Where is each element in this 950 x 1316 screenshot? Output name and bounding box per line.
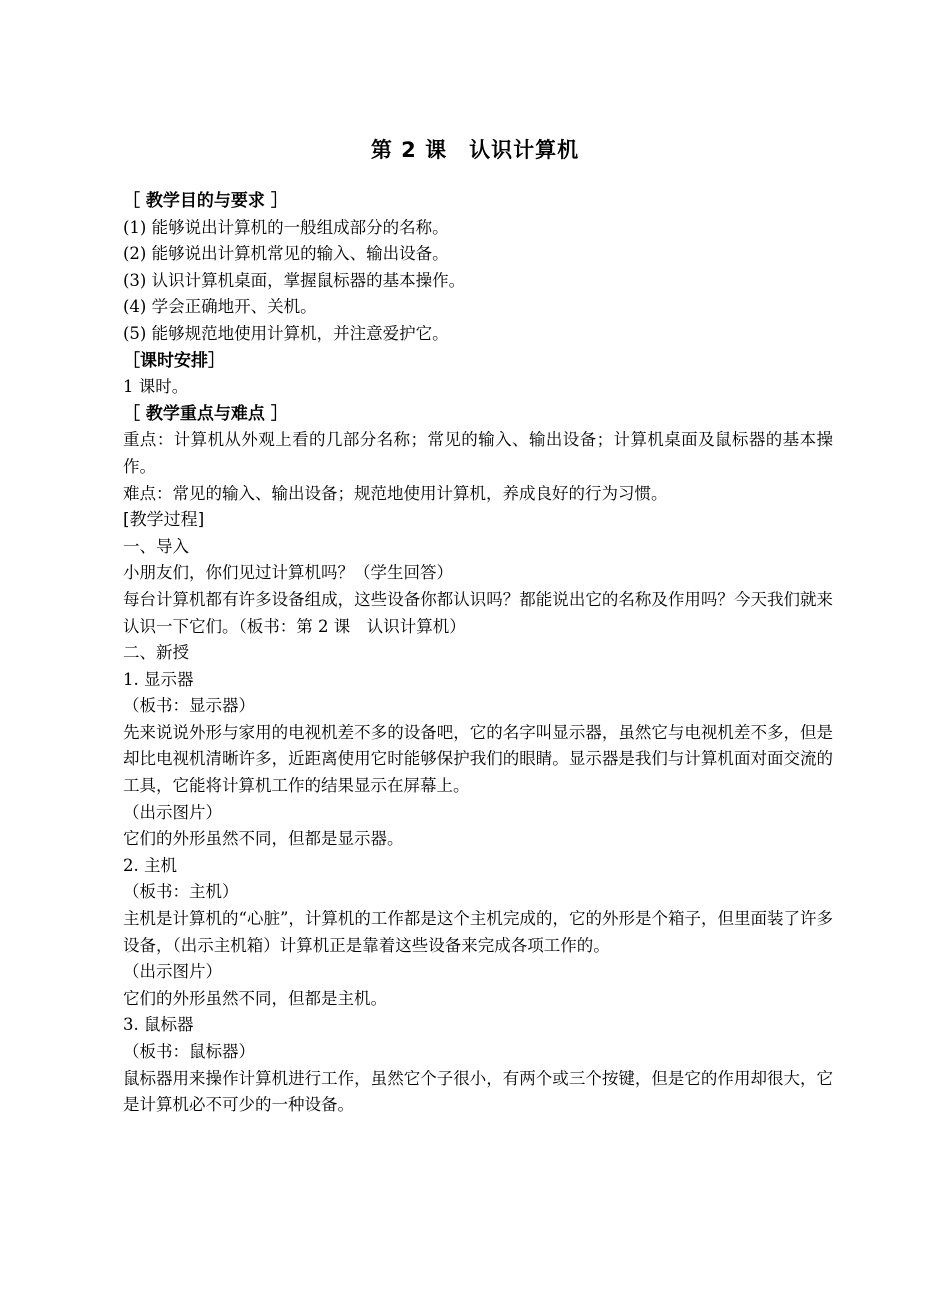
intro-heading: 一、导入 bbox=[123, 536, 189, 556]
monitor-board-note: （板书：显示器） bbox=[123, 696, 255, 716]
lesson-number: 第 2 课 bbox=[370, 138, 448, 162]
mouse-board-note: （板书：鼠标器） bbox=[123, 1042, 255, 1061]
goal-item-4: (4) 学会正确地开、关机。 bbox=[123, 297, 317, 317]
goal-item-2: (2) 能够说出计算机常见的输入、输出设备。 bbox=[123, 244, 449, 264]
goal-item-1: (1) 能够说出计算机的一般组成部分的名称。 bbox=[123, 217, 449, 237]
monitor-paragraph-1: 先来说说外形与家用的电视机差不多的设备吧，它的名字叫显示器，虽然它与电视机差不多，但是却比电视机清晰许多，近距离使用它时能够保护我们的眼睛。显示器是我们与计算机面对面交流的工具，它能将计算机工作的结果显示在屏幕上。 bbox=[123, 722, 833, 796]
goal-item-5: (5) 能够规范地使用计算机，并注意爱护它。 bbox=[123, 323, 449, 343]
host-heading: 2. 主机 bbox=[123, 855, 177, 875]
goals-heading: ［ 教学目的与要求 ］ bbox=[123, 191, 288, 211]
difficulty-text: 难点：常见的输入、输出设备；规范地使用计算机，养成良好的行为习惯。 bbox=[123, 483, 668, 503]
schedule-heading: ［课时安排］ bbox=[123, 350, 225, 371]
host-board-note: （板书：主机） bbox=[123, 882, 239, 902]
new-lesson-heading: 二、新授 bbox=[123, 643, 189, 663]
host-show-note: （出示图片） bbox=[123, 962, 222, 982]
lesson-name: 认识计算机 bbox=[469, 138, 580, 162]
process-heading: [教学过程] bbox=[123, 510, 205, 531]
intro-paragraph-1: 小朋友们，你们见过计算机吗？（学生回答） bbox=[123, 563, 453, 583]
mouse-heading: 3. 鼠标器 bbox=[123, 1015, 194, 1035]
schedule-text: 1 课时。 bbox=[123, 377, 189, 397]
focus-heading: ［ 教学重点与难点 ］ bbox=[123, 403, 288, 424]
monitor-paragraph-2: 它们的外形虽然不同，但都是显示器。 bbox=[123, 829, 404, 849]
focus-text: 重点：计算机从外观上看的几部分名称；常见的输入、输出设备；计算机桌面及鼠标器的基本操作。 bbox=[123, 430, 833, 476]
lesson-content bbox=[123, 188, 833, 1119]
host-paragraph-2: 它们的外形虽然不同，但都是主机。 bbox=[123, 988, 387, 1008]
monitor-heading: 1. 显示器 bbox=[123, 669, 194, 689]
host-paragraph-1: 主机是计算机的“心脏”，计算机的工作都是这个主机完成的，它的外形是个箱子，但里面装了许多设备，（出示主机箱）计算机正是靠着这些设备来完成各项工作的。 bbox=[123, 909, 833, 955]
lesson-title bbox=[0, 134, 950, 166]
monitor-show-note: （出示图片） bbox=[123, 802, 222, 822]
intro-paragraph-2: 每台计算机都有许多设备组成，这些设备你都认识吗？都能说出它的名称及作用吗？今天我们就来认识一下它们。（板书：第 2 课 认识计算机） bbox=[123, 589, 833, 636]
goal-item-3: (3) 认识计算机桌面，掌握鼠标器的基本操作。 bbox=[123, 270, 466, 290]
mouse-paragraph-1: 鼠标器用来操作计算机进行工作，虽然它个子很小，有两个或三个按键，但是它的作用却很大，它是计算机必不可少的一种设备。 bbox=[123, 1068, 833, 1115]
